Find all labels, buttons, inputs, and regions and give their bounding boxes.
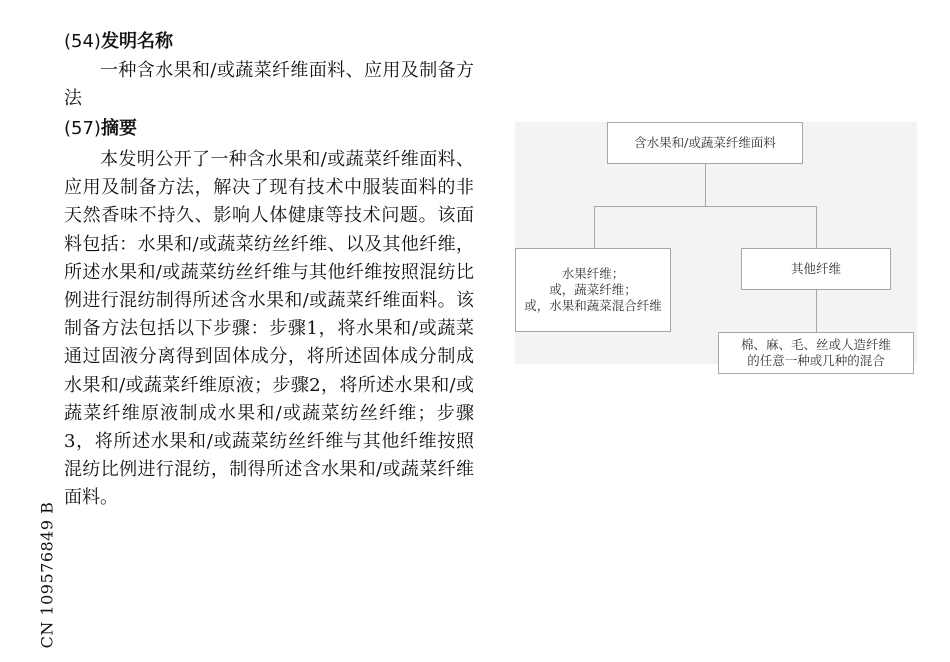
abstract-section-label: 摘要 (100, 118, 137, 139)
root-node-label: 含水果和/或蔬菜纤维面料 (634, 135, 776, 150)
connector-right-child (816, 290, 817, 332)
left-node-line-3: 或，水果和蔬菜混合纤维 (524, 298, 662, 313)
left-node-line-2: 或，蔬菜纤维； (549, 282, 637, 297)
diagram-right-child-node (718, 332, 914, 374)
right-child-line-2: 的任意一种或几种的混合 (747, 353, 885, 368)
title-section-number: (54) (64, 31, 101, 52)
abstract-section-number: (57) (64, 118, 101, 139)
connector-horizontal (594, 206, 817, 207)
diagram-right-node (741, 248, 891, 290)
diagram-left-node (515, 248, 671, 332)
abstract-diagram (515, 122, 917, 368)
title-heading (64, 30, 173, 54)
right-child-line-1: 棉、麻、毛、丝或人造纤维 (740, 337, 891, 352)
invention-title-text: 一种含水果和/或蔬菜纤维面料、应用及制备方法 (64, 60, 474, 110)
title-section-label: 发明名称 (100, 31, 173, 52)
connector-root-down (705, 164, 706, 206)
connector-left-down (594, 206, 595, 248)
right-node-label: 其他纤维 (790, 261, 841, 276)
abstract-text: 本发明公开了一种含水果和/或蔬菜纤维面料、应用及制备方法，解决了现有技术中服装面料的非天然香味不持久、影响人体健康等技术问题。该面料包括：水果和/或蔬菜纺丝纤维、以及其他纤维，所述水果和/或蔬菜纺丝纤维与其他纤维按照混纺比例进行混纺制得所述含水果和/或蔬菜纤维面料。该制备方法包括以下步骤：步骤1，将水果和/或蔬菜通过固液分离得到固体成分，将所述固体成分制成水果和/或蔬菜纤维原液；步骤2，将所述水果和/或蔬菜纤维原液制成水果和/或蔬菜纺丝纤维；步骤3，将所述水果和/或蔬菜纺丝纤维与其他纤维按照混纺比例进行混纺，制得所述含水果和/或蔬菜纤维面料。 (64, 149, 474, 509)
left-node-line-1: 水果纤维； (561, 266, 625, 281)
diagram-root-node (607, 122, 803, 164)
connector-right-down (816, 206, 817, 248)
abstract-heading (64, 117, 137, 141)
publication-number: CN 109576849 B (37, 501, 57, 649)
